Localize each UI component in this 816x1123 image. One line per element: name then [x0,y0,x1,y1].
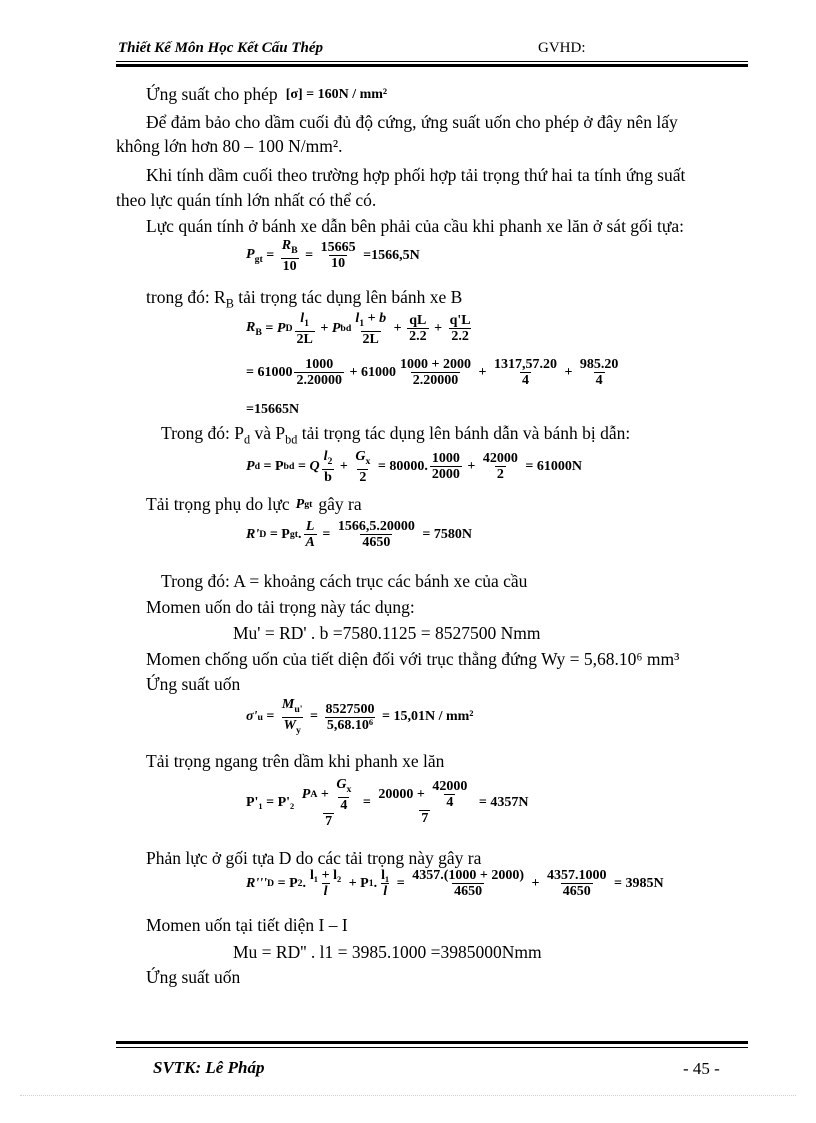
formula-pd: P d = P bd = Q $\frac{l_2}{b}$ + $\frac{G_x}{2}$ = 80000. $\frac{1000}{2000}$ + $\frac{42000}{2}$ = 61000N [246,449,582,485]
formula-rb-result: =15665N [246,402,300,417]
text-line: không lớn hơn 80 – 100 N/mm². [116,136,343,156]
text-line: theo lực quán tính lớn nhất có thể có. [116,190,377,210]
footer-rule-thin [116,1047,748,1048]
allowable-stress-formula: [σ] = 160N / mm² [285,86,388,102]
text-line: Ứng suất uốn [146,967,241,987]
text-line: Tải trọng phụ do lực P gt gây ra [146,494,362,514]
text-line: Lực quán tính ở bánh xe dẫn bên phải của cầu khi phanh xe lăn ở sát gối tựa: [146,216,685,236]
header-gvhd: GVHD: [538,40,586,56]
text-line: Momen chống uốn của tiết diện đối với trục thẳng đứng Wy = 5,68.10⁶ mm³ [146,649,680,669]
moment-line: Mu = RD'' . l1 = 3985.1000 =3985000Nmm [233,942,542,962]
text-line: Tải trọng ngang trên dầm khi phanh xe lăn [146,751,445,771]
moment-line: Mu' = RD' . b =7580.1125 = 8527500 Nmm [233,623,541,643]
text-line: trong đó: $R_B$ tải trọng tác dụng lên bánh xe B [146,287,463,311]
header-rule-thick [116,64,748,67]
header-title: Thiết Kế Môn Học Kết Cấu Thép [118,40,324,56]
text-line: Trong đó: $P_d$ và $P_{bd}$ tải trọng tác dụng lên bánh dẫn và bánh bị dẫn: [161,423,631,447]
formula-rd-double-prime: R''' D = P 2 . $\frac{\text{l₁ + l₂}}{l}$ + P 1 . $\frac{\text{l₁}}{l}$ = $\frac{4357.(1000 + 2000)}{4650}$ + $\frac{4357.1000}{4650}$ = 3985N [246,868,664,899]
text-line: Phản lực ở gối tựa D do các tải trọng này gây ra [146,848,482,868]
footer-rule-thick [116,1041,748,1044]
formula-rb: $R_B$ = P D $\frac{l_1}{2L}$ + P bd $\frac{l_1 + b}{2L}$ + $\frac{qL}{2.2}$ + $\frac{q'L}{2.2}$ [246,311,471,347]
allowable-stress-line: Ứng suất cho phép [σ] = 160N / mm² [146,84,388,104]
text-line: Momen uốn do tải trọng này tác dụng: [146,597,415,617]
page-number: - 45 - [683,1059,720,1078]
formula-inertia-force: $P_{gt}$ = $\frac{R_B}{10}$ = $\frac{15665}{10}$ =1566,5N [246,238,420,274]
text-line: Khi tính dầm cuối theo trường hợp phối hợp tải trọng thứ hai ta tính ứng suất [146,165,686,185]
text-line: Để đảm bảo cho dầm cuối đủ độ cứng, ứng suất uốn cho phép ở đây nên lấy [146,112,678,132]
footer-author: SVTK: Lê Pháp [153,1058,265,1077]
text-line: Trong đó: A = khoảng cách trục các bánh xe của cầu [161,571,528,591]
formula-sigma: σ' u = $\frac{M_{u'}}{W_y}$ = $\frac{8527500}{\text{5,68.10⁶}}$ = 15,01N / mm² [246,697,474,736]
formula-rd-prime: R' D = P gt . $\frac{L}{A}$ = $\frac{1566,5.20000}{4650}$ = 7580N [246,519,472,550]
text-line: Momen uốn tại tiết diện I – I [146,915,348,935]
header-rule-thin [116,61,748,62]
page-edge-dots [20,1095,796,1096]
formula-p1: P'₁ = P'₂ P A + $\frac{G_x}{4}$ 7 = 20000 + $\frac{42000}{4}$ 7 = 4357N [246,777,529,829]
text-line: Ứng suất uốn [146,674,241,694]
formula-rb-numeric: = 61000 $\frac{1000}{2.20000}$ + 61000 $\frac{1000 + 2000}{2.20000}$ + $\frac{1317,57.20}{4}$ + $\frac{985.20}{4}$ [246,357,619,388]
